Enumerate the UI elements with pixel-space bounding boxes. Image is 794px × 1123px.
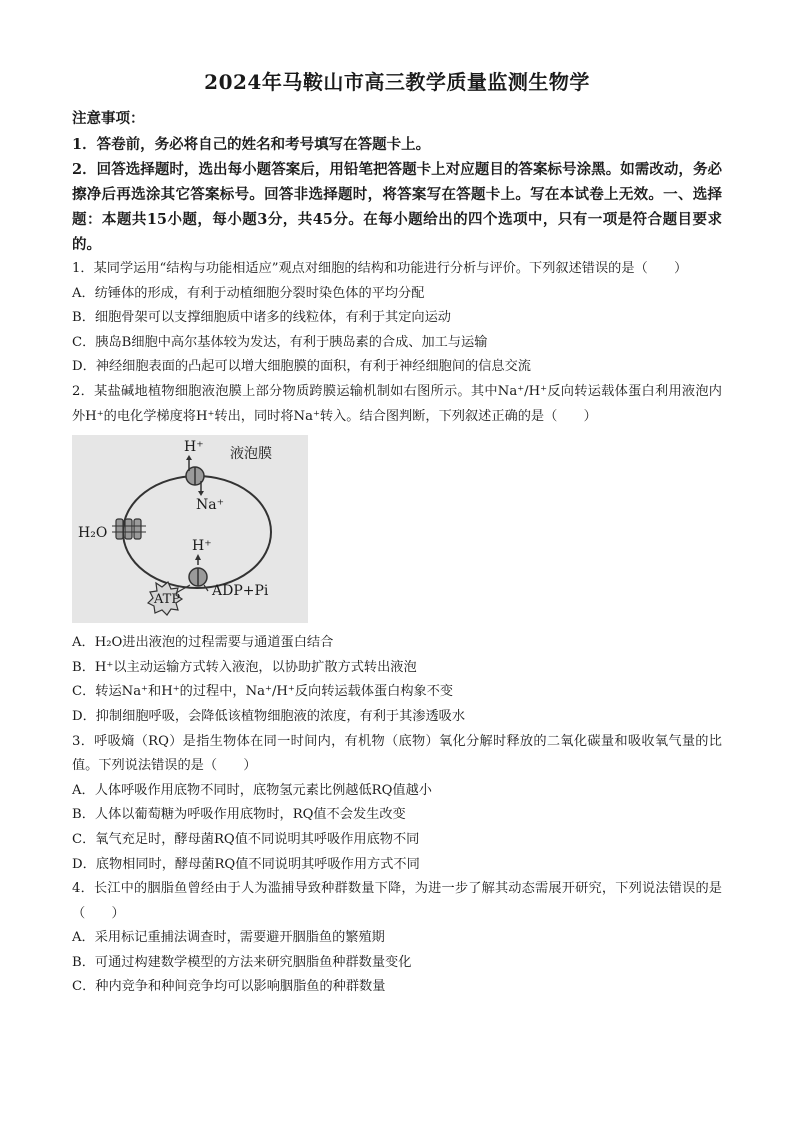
question-stem: 3．呼吸熵（RQ）是指生物体在同一时间内，有机物（底物）氧化分解时释放的二氧化碳量和吸收氧气量的比值。下列说法错误的是（ ） [72, 733, 722, 774]
option-c: C．胰岛B细胞中高尔基体较为发达，有利于胰岛素的合成、加工与运输 [72, 334, 488, 350]
h-plus-top-label: H⁺ [184, 439, 204, 456]
option-b: B．可通过构建数学模型的方法来研究胭脂鱼种群数量变化 [72, 954, 412, 970]
option-b: B．细胞骨架可以支撑细胞质中诸多的线粒体，有利于其定向运动 [72, 310, 451, 326]
notice-section [72, 107, 722, 257]
question-2 [72, 380, 722, 730]
vacuole-diagram [72, 435, 308, 623]
exam-title: 2024年马鞍山市高三教学质量监测生物学 [204, 70, 590, 94]
question-stem: 4．长江中的胭脂鱼曾经由于人为滥捕导致种群数量下降，为进一步了解其动态需展开研究，下列说法错误的是（ ） [72, 881, 722, 921]
option-b: B．人体以葡萄糖为呼吸作用底物时，RQ值不会发生改变 [72, 807, 406, 823]
option-c: C．氧气充足时，酵母菌RQ值不同说明其呼吸作用底物不同 [72, 831, 420, 847]
notice-item-1: 1．答卷前，务必将自己的姓名和考号填写在答题卡上。 [72, 136, 431, 153]
h2o-label: H₂O [78, 525, 108, 542]
notice-heading: 注意事项： [72, 110, 145, 127]
h-plus-bottom-label: H⁺ [192, 538, 212, 555]
question-stem: 2．某盐碱地植物细胞液泡膜上部分物质跨膜运输机制如右图所示。其中Na⁺/H⁺反向转运载体蛋白利用液泡内外H⁺的电化学梯度将H⁺转出，同时将Na⁺转入。结合图判断，下列叙述正确的是（ ） [72, 383, 722, 424]
option-c: C．种内竞争和种间竞争均可以影响胭脂鱼的种群数量 [72, 979, 386, 995]
water-channel-protein [112, 519, 146, 539]
question-4 [72, 877, 722, 1000]
option-a: A．采用标记重捕法调查时，需要避开胭脂鱼的繁殖期 [72, 930, 385, 946]
atp-label: ATP [154, 592, 181, 608]
notice-item-2: 2．回答选择题时，选出每小题答案后，用铅笔把答题卡上对应题目的答案标号涂黑。如需改动，务必擦净后再选涂其它答案标号。回答非选择题时，将答案写在答题卡上。写在本试卷上无效。一、选择题：本题共15小题，每小题3分，共45分。在每小题给出的四个选项中，只有一项是符合题目要求的。 [72, 161, 722, 253]
exam-page [72, 66, 722, 1000]
proton-pump-protein [189, 554, 208, 591]
option-a: A．纺锤体的形成，有利于动植细胞分裂时染色体的平均分配 [72, 285, 425, 301]
option-a: A．H₂O进出液泡的过程需要与通道蛋白结合 [72, 635, 334, 651]
option-d: D．抑制细胞呼吸，会降低该植物细胞液的浓度，有利于其渗透吸水 [72, 708, 466, 724]
adp-pi-label: ADP+Pi [212, 583, 269, 600]
option-a: A．人体呼吸作用底物不同时，底物氢元素比例越低RQ值越小 [72, 782, 432, 798]
option-c: C．转运Na⁺和H⁺的过程中，Na⁺/H⁺反向转运载体蛋白构象不变 [72, 684, 454, 700]
membrane-label: 液泡膜 [230, 446, 272, 463]
option-b: B．H⁺以主动运输方式转入液泡，以协助扩散方式转出液泡 [72, 659, 417, 675]
na-plus-label: Na⁺ [196, 497, 224, 514]
question-1 [72, 257, 722, 380]
option-d: D．神经细胞表面的凸起可以增大细胞膜的面积，有利于神经细胞间的信息交流 [72, 359, 531, 375]
question-3 [72, 730, 722, 878]
vacuole-membrane-figure [72, 435, 308, 623]
option-d: D．底物相同时，酵母菌RQ值不同说明其呼吸作用方式不同 [72, 856, 420, 872]
antiporter-protein [186, 455, 204, 496]
question-stem: 1．某同学运用“结构与功能相适应”观点对细胞的结构和功能进行分析与评价。下列叙述错误的是（ ） [72, 261, 688, 276]
